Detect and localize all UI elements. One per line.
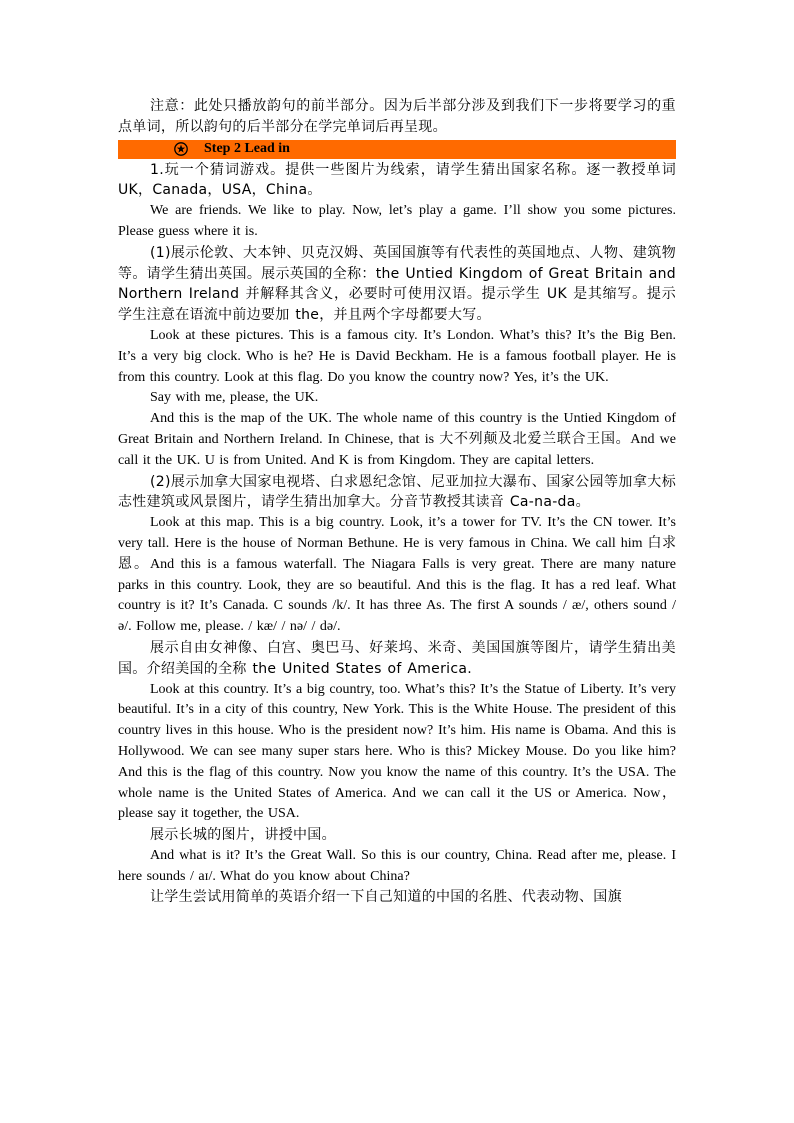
say-with-me-paragraph: Say with me, please, the UK. [150, 390, 319, 406]
china-task-paragraph: 让学生尝试用简单的英语介绍一下自己知道的中国的名胜、代表动物、国旗 [150, 889, 622, 906]
activity-paragraph: 1.玩一个猜词游戏。提供一些图片为线索，请学生猜出国家名称。逐一教授单词 UK，Canada，USA，China。 [118, 161, 676, 199]
usa-dialogue-paragraph: Look at this country. It’s a big country, too. What’s this? It’s the Statue of Liberty. It’s very beautiful. It’s in a city of this country, New York. This is the White House. The president of this country lives in this house. Who is the president now? It’s him. His name is Obama. And this is Hollywood. We can see many super stars here. Who is this? Mickey Mouse. Do you like him? And this is the flag of this country. Now you know the name of this country. It’s the USA. The whole name is the United States of America. And we can call it the US or America. Now，please say it together, the USA. [118, 681, 676, 822]
canada-instruction-paragraph: (2)展示加拿大国家电视塔、白求恩纪念馆、尼亚加拉大瀑布、国家公园等加拿大标志性建筑或风景图片，请学生猜出加拿大。分音节教授其读音 Ca-na-da。 [118, 473, 676, 511]
uk-instruction-paragraph: (1)展示伦敦、大本钟、贝克汉姆、英国国旗等有代表性的英国地点、人物、建筑物等。请学生猜出英国。展示英国的全称：the Untied Kingdom of Great Britain and Northern Ireland 并解释其含义，必要时可使用汉语。提示学生 UK 是其缩写。提示学生注意在语流中前边要加 the，并且两个字母都要大写。 [118, 244, 676, 324]
dialogue-paragraph: We are friends. We like to play. Now, let’s play a game. I’ll show you some pictures. Please guess where it is. [118, 203, 676, 239]
uk-dialogue-paragraph: Look at these pictures. This is a famous city. It’s London. What’s this? It’s the Big Ben. It’s a very big clock. Who is he? He is David Beckham. He is a famous football player. He is from this country. Look at this flag. Do you know the country now? Yes, it’s the UK. [118, 327, 676, 385]
uk-map-paragraph: And this is the map of the UK. The whole name of this country is the Untied Kingdom of Great Britain and Northern Ireland. In Chinese, that is 大不列颠及北爱兰联合王国。And we call it the UK. U is from United. And K is from Kingdom. They are capital letters. [118, 411, 676, 468]
china-instruction-paragraph: 展示长城的图片，讲授中国。 [150, 827, 336, 844]
step-title: Step 2 Lead in [204, 141, 290, 157]
china-dialogue-paragraph: And what is it? It’s the Great Wall. So this is our country, China. Read after me, please. I here sounds / aɪ/. What do you know about China? [118, 847, 676, 884]
usa-instruction-paragraph: 展示自由女神像、白宫、奥巴马、好莱坞、米奇、美国国旗等图片，请学生猜出美国。介绍美国的全称 the United States of America. [118, 639, 676, 677]
canada-dialogue-paragraph: Look at this map. This is a big country. Look, it’s a tower for TV. It’s the CN tower. It’s very tall. Here is the house of Norman Bethune. He is very famous in China. We call him 白求恩。And this is a famous waterfall. The Niagara Falls is very great. There are many nature parks in this country. Look, they are so beautiful. And this is the flag. It has a red leaf. What country is it? It’s Canada. C sounds /k/. It has three As. The first A sounds / æ/, others sound / ə/. Follow me, please. / kæ/ / nə/ / də/. [118, 515, 676, 635]
step-heading-bar [118, 140, 676, 159]
note-paragraph: 注意：此处只播放韵句的前半部分。因为后半部分涉及到我们下一步将要学习的重点单词，所以韵句的后半部分在学完单词后再呈现。 [118, 98, 676, 135]
circle-star-icon [174, 142, 188, 156]
document-page [118, 96, 676, 908]
